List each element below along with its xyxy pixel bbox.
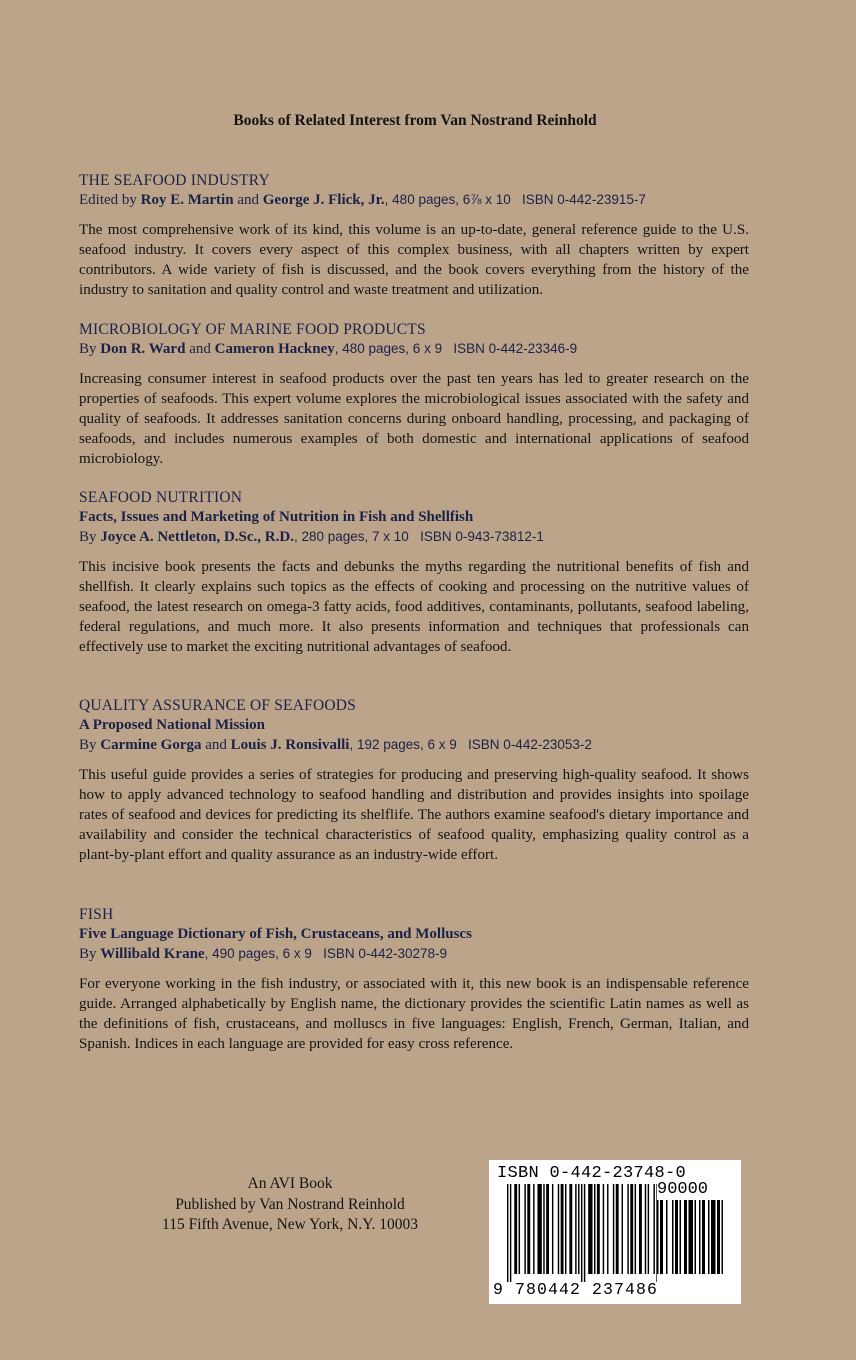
isbn-barcode <box>489 1160 741 1304</box>
book-description: For everyone working in the fish industry, or associated with it, this new book is an indispensable reference guide. Arranged alphabetically by English name, the dictionary provides the scientific Latin names as well as the definitions of fish, crustaceans, and molluscs in five languages: English, French, German, Italian, and Spanish. Indices in each language are provided for easy cross reference. <box>79 976 749 1052</box>
book-isbn: ISBN 0-943-73812-1 <box>420 529 544 544</box>
barcode-bar <box>527 1184 530 1274</box>
book-details: , 480 pages, 6⅞ x 10 <box>384 192 511 207</box>
barcode-bar <box>666 1200 668 1274</box>
barcode-bar <box>622 1184 623 1274</box>
barcode-bar <box>543 1184 544 1274</box>
book-details: , 490 pages, 6 x 9 <box>204 946 312 961</box>
barcode-bar <box>675 1200 678 1274</box>
meta-and: and <box>201 737 231 753</box>
barcode-bar <box>699 1200 701 1274</box>
barcode-bar <box>546 1184 549 1274</box>
book-isbn: ISBN 0-442-23915-7 <box>522 192 646 207</box>
page-title: Books of Related Interest from Van Nostrand Reinhold <box>233 112 597 129</box>
book-meta <box>79 735 749 755</box>
barcode-bar <box>639 1184 642 1274</box>
book-entry-seafood-industry <box>79 171 749 300</box>
book-author: Willibald Krane <box>100 946 205 962</box>
book-title: THE SEAFOOD INDUSTRY <box>79 172 270 189</box>
barcode-bar <box>569 1184 572 1274</box>
publisher-imprint <box>135 1174 445 1236</box>
book-author: Joyce A. Nettleton, D.Sc., R.D. <box>100 529 294 545</box>
book-entry-seafood-nutrition <box>79 488 749 657</box>
book-meta <box>79 527 749 547</box>
book-subtitle: Facts, Issues and Marketing of Nutrition in Fish and Shellfish <box>79 509 474 525</box>
meta-prefix: By <box>79 529 101 545</box>
imprint-line: An AVI Book <box>247 1175 333 1192</box>
imprint-line: 115 Fifth Avenue, New York, N.Y. 10003 <box>162 1216 418 1233</box>
barcode-bar <box>635 1184 636 1274</box>
barcode-bar <box>565 1184 566 1274</box>
book-title: MICROBIOLOGY OF MARINE FOOD PRODUCTS <box>79 321 426 338</box>
meta-prefix: By <box>79 946 101 962</box>
barcode-bar <box>603 1184 604 1274</box>
book-entry-quality-assurance <box>79 696 749 865</box>
book-meta <box>79 944 749 964</box>
barcode-bar <box>552 1184 553 1274</box>
ean-barcode-bars <box>507 1184 657 1284</box>
barcode-ean-number: 9 780442 237486 <box>493 1280 659 1299</box>
barcode-bar <box>717 1200 720 1274</box>
book-description: This incisive book presents the facts and debunks the myths regarding the nutritional benefits of fish and shellfish. It clearly explains such topics as the effects of cooking and processing on the nutritive values of seafood, the latest research on omega-3 fatty acids, food additives, contaminants, pollutants, seafood labeling, federal regulations, and much more. It also presents information and techniques that professionals can effectively use to market the exciting nutritional advantages of seafood. <box>79 559 749 655</box>
barcode-bar <box>575 1184 576 1274</box>
barcode-bar <box>581 1184 582 1282</box>
book-meta <box>79 190 749 210</box>
barcode-bar <box>648 1184 649 1274</box>
book-details: , 280 pages, 7 x 10 <box>293 529 409 544</box>
barcode-bar <box>507 1184 508 1282</box>
barcode-price-code: 90000 <box>657 1180 709 1199</box>
imprint-line: Published by Van Nostrand Reinhold <box>175 1195 405 1213</box>
barcode-bar <box>702 1200 705 1274</box>
book-description: The most comprehensive work of its kind, this volume is an up-to-date, general reference guide to the U.S. seafood industry. It covers every aspect of this complex business, with all chapters written by expert contributors. A wide variety of fish is discussed, and the book covers everything from the history of the industry to sanitation and quality control and waste treatment and utilization. <box>79 222 749 298</box>
barcode-bar <box>588 1184 592 1274</box>
barcode-bar <box>510 1184 511 1282</box>
barcode-bar <box>645 1184 646 1274</box>
book-description: This useful guide provides a series of strategies for producing and preserving high-quality seafood. It shows how to apply advanced technology to seafood handling and distribution and provides insights into spoilage rates of seafood and devices for predicting its shelflife. The authors examine seafood's dietary importance and availability and consider the technical characteristics of seafood quality, emphasizing quality control as a plant-by-plant effort and quality assurance as an industry-wide effort. <box>79 767 749 863</box>
barcode-bar <box>680 1200 682 1274</box>
book-description: Increasing consumer interest in seafood products over the past ten years has led to greater research on the properties of seafoods. This expert volume explores the microbiological issues associated with the safety and quality of seafoods. It addresses sanitation concerns during onboard handling, processing, and packaging of seafoods, and includes numerous examples of both domestic and international applications of seafood microbiology. <box>79 371 749 467</box>
barcode-bar <box>660 1200 663 1274</box>
barcode-bar <box>597 1184 600 1274</box>
barcode-bar <box>657 1200 659 1274</box>
barcode-bar <box>584 1184 585 1282</box>
barcode-bar <box>537 1184 541 1274</box>
book-title: QUALITY ASSURANCE OF SEAFOODS <box>79 697 356 714</box>
book-author: Roy E. Martin <box>140 192 234 208</box>
barcode-bar <box>711 1200 716 1274</box>
meta-and: and <box>185 341 215 357</box>
book-isbn: ISBN 0-442-30278-9 <box>323 946 447 961</box>
barcode-bar <box>524 1184 525 1274</box>
meta-prefix: By <box>79 737 101 753</box>
barcode-bar <box>558 1184 559 1274</box>
meta-and: and <box>233 192 263 208</box>
book-entry-fish <box>79 905 749 1054</box>
barcode-bar <box>533 1184 534 1274</box>
book-isbn: ISBN 0-442-23053-2 <box>468 737 592 752</box>
book-author: Carmine Gorga <box>100 737 202 753</box>
barcode-bar <box>561 1184 564 1274</box>
book-subtitle: A Proposed National Mission <box>79 717 265 733</box>
barcode-bar <box>722 1200 724 1274</box>
book-title: FISH <box>79 906 114 923</box>
book-author: Don R. Ward <box>100 341 186 357</box>
meta-prefix: Edited by <box>79 192 141 208</box>
book-meta <box>79 339 749 359</box>
barcode-bar <box>653 1184 654 1274</box>
book-author: George J. Flick, Jr. <box>262 192 385 208</box>
meta-prefix: By <box>79 341 101 357</box>
addon-barcode-bars <box>657 1200 737 1296</box>
barcode-bar <box>514 1184 517 1274</box>
barcode-bar <box>627 1184 628 1274</box>
barcode-bar <box>607 1184 608 1274</box>
barcode-isbn-text: ISBN 0-442-23748-0 <box>497 1164 687 1183</box>
barcode-bar <box>616 1184 619 1274</box>
book-author: Cameron Hackney <box>214 341 335 357</box>
barcode-bar <box>684 1200 687 1274</box>
barcode-bar <box>613 1184 614 1274</box>
barcode-bar <box>594 1184 595 1274</box>
barcode-bar <box>519 1184 520 1274</box>
book-details: , 192 pages, 6 x 9 <box>349 737 457 752</box>
book-isbn: ISBN 0-442-23346-9 <box>453 341 578 356</box>
book-title: SEAFOOD NUTRITION <box>79 489 243 506</box>
barcode-bar <box>695 1200 697 1274</box>
barcode-bar <box>578 1184 579 1274</box>
barcode-bar <box>689 1200 694 1274</box>
book-entry-microbiology <box>79 320 749 469</box>
barcode-bar <box>630 1184 633 1274</box>
barcode-bar <box>672 1200 674 1274</box>
book-subtitle: Five Language Dictionary of Fish, Crustaceans, and Molluscs <box>79 926 472 942</box>
barcode-bar <box>708 1200 710 1274</box>
book-details: , 480 pages, 6 x 9 <box>334 341 443 356</box>
book-author: Louis J. Ronsivalli <box>230 737 350 753</box>
